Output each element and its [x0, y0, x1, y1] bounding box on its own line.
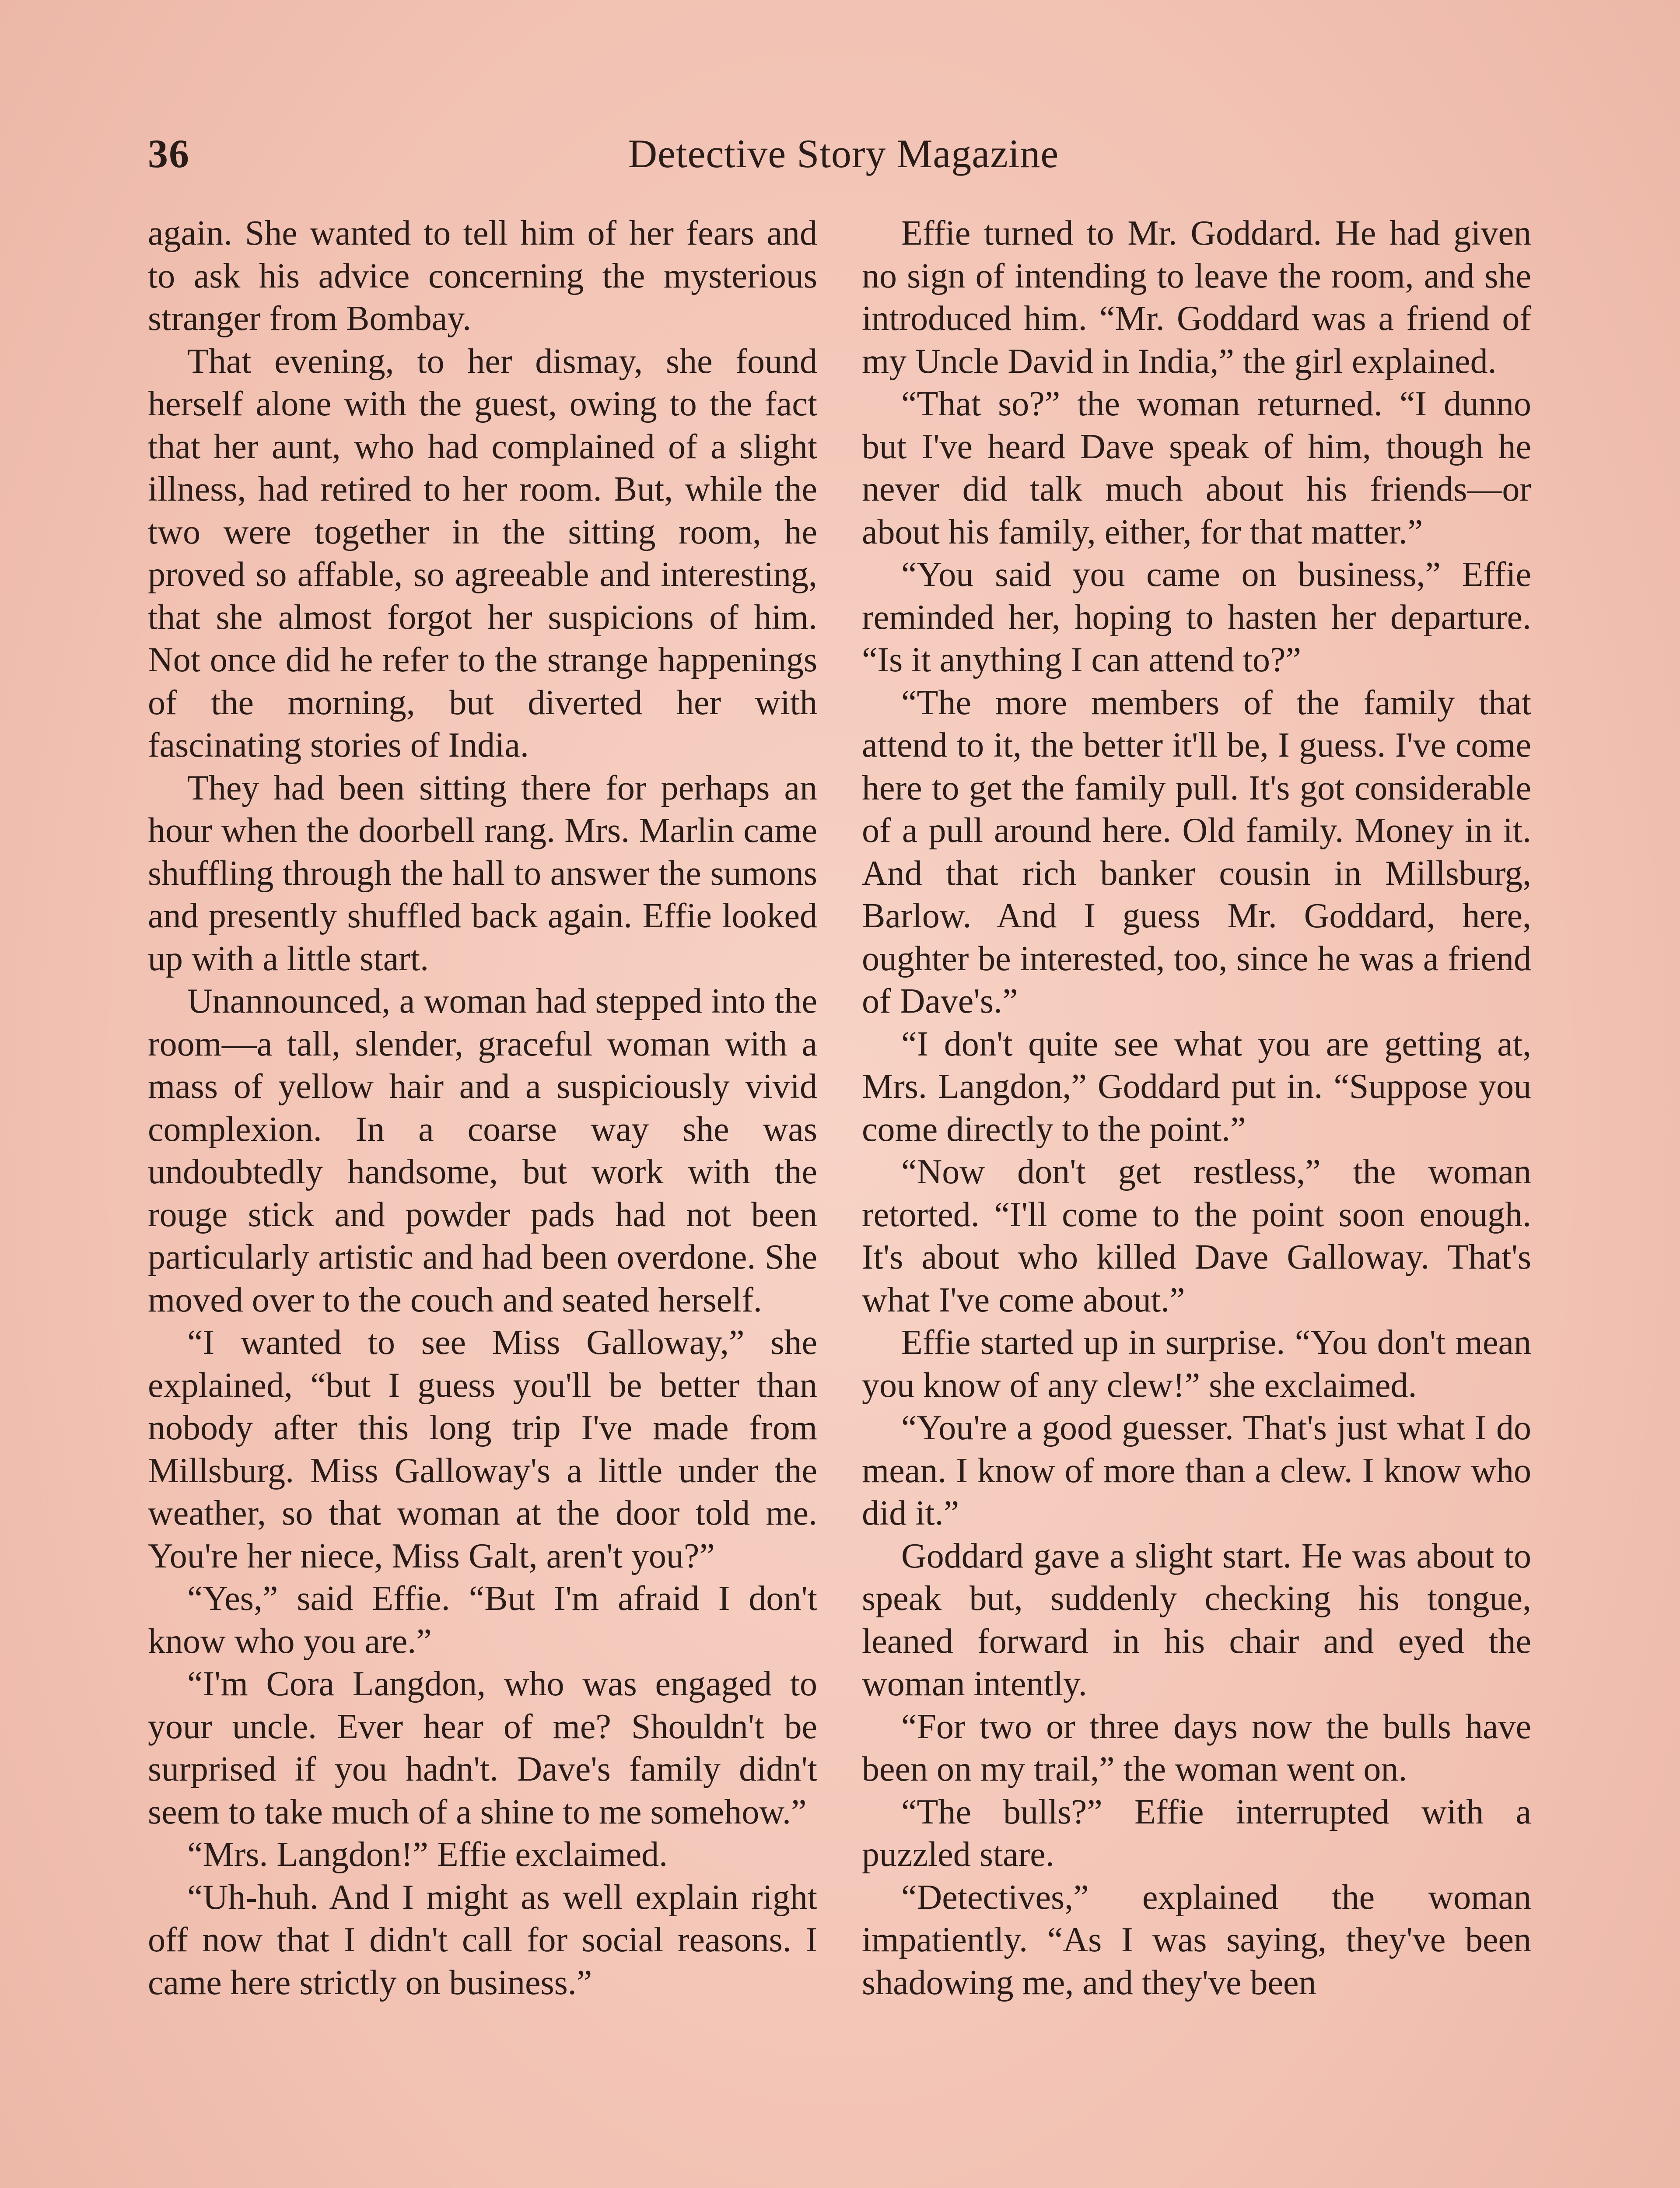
- paragraph: “Detectives,” explained the woman impatiently. “As I was saying, they've been shadowing me, and they've been: [862, 1878, 1531, 2002]
- paragraph: Goddard gave a slight start. He was about to speak but, suddenly checking his tongue, leaned forward in his chair and eyed the woman intently.: [862, 1536, 1531, 1703]
- paragraph: “You said you came on business,” Effie reminded her, hoping to hasten her departure. “Is it anything I can attend to?”: [862, 555, 1531, 679]
- page-number: 36: [148, 131, 190, 176]
- paragraph: “The bulls?” Effie interrupted with a puzzled stare.: [862, 1792, 1531, 1874]
- paragraph: “I'm Cora Langdon, who was engaged to your uncle. Ever hear of me? Shouldn't be surprised if you hadn't. Dave's family didn't seem to take much of a shine to me somehow.”: [148, 1665, 817, 1831]
- paragraph: “The more members of the family that attend to it, the better it'll be, I guess. I've come here to get the family pull. It's got considerable of a pull around here. Old family. Money in it. And that rich banker cousin in Millsburg, Barlow. And I guess Mr. Goddard, here, oughter be interested, too, since he was a friend of Dave's.”: [862, 683, 1531, 1020]
- paragraph: That evening, to her dismay, she found herself alone with the guest, owing to the fact that her aunt, who had complained of a slight illness, had retired to her room. But, while the two were together in the sitting room, he proved so affable, so agreeable and interesting, that she almost forgot her suspicions of him. Not once did he refer to the strange happenings of the morning, but diverted her with fascinating stories of India.: [148, 342, 817, 764]
- paragraph: “I don't quite see what you are getting at, Mrs. Langdon,” Goddard put in. “Suppose you come directly to the point.”: [862, 1024, 1531, 1149]
- paragraph: again. She wanted to tell him of her fears and to ask his advice concerning the mysterious stranger from Bombay.: [148, 214, 817, 338]
- text-column-left: [148, 212, 817, 2004]
- paragraph: “For two or three days now the bulls have been on my trail,” the woman went on.: [862, 1707, 1531, 1788]
- text-column-right: [862, 212, 1531, 2004]
- page-header: [148, 126, 1539, 187]
- paragraph: Effie turned to Mr. Goddard. He had given no sign of intending to leave the room, and she introduced him. “Mr. Goddard was a friend of my Uncle David in India,” the girl explained.: [862, 214, 1531, 381]
- magazine-title: Detective Story Magazine: [628, 131, 1059, 176]
- paragraph: “You're a good guesser. That's just what I do mean. I know of more than a clew. I know who did it.”: [862, 1409, 1531, 1532]
- paragraph: “That so?” the woman returned. “I dunno but I've heard Dave speak of him, though he never did talk much about his friends—or about his family, either, for that matter.”: [862, 385, 1531, 551]
- paragraph: Unannounced, a woman had stepped into the room—a tall, slender, graceful woman with a mass of yellow hair and a suspiciously vivid complexion. In a coarse way she was undoubtedly handsome, but work with the rouge stick and powder pads had not been particularly artistic and had been overdone. She moved over to the couch and seated herself.: [148, 982, 817, 1319]
- paragraph: Effie started up in surprise. “You don't mean you know of any clew!” she exclaimed.: [862, 1323, 1531, 1405]
- paragraph: “Mrs. Langdon!” Effie exclaimed.: [187, 1835, 668, 1874]
- paragraph: “I wanted to see Miss Galloway,” she explained, “but I guess you'll be better than nobody after this long trip I've made from Millsburg. Miss Galloway's a little under the weather, so that woman at the door told me. You're her niece, Miss Galt, aren't you?”: [148, 1323, 817, 1575]
- paragraph: “Now don't get restless,” the woman retorted. “I'll come to the point soon enough. It's about who killed Dave Galloway. That's what I've come about.”: [862, 1153, 1531, 1319]
- paragraph: “Yes,” said Effie. “But I'm afraid I don't know who you are.”: [148, 1579, 817, 1661]
- paragraph: They had been sitting there for perhaps an hour when the doorbell rang. Mrs. Marlin came shuffling through the hall to answer the sumons and presently shuffled back again. Effie looked up with a little start.: [148, 768, 817, 978]
- paragraph: “Uh-huh. And I might as well explain right off now that I didn't call for social reasons. I came here strictly on business.”: [148, 1878, 817, 2002]
